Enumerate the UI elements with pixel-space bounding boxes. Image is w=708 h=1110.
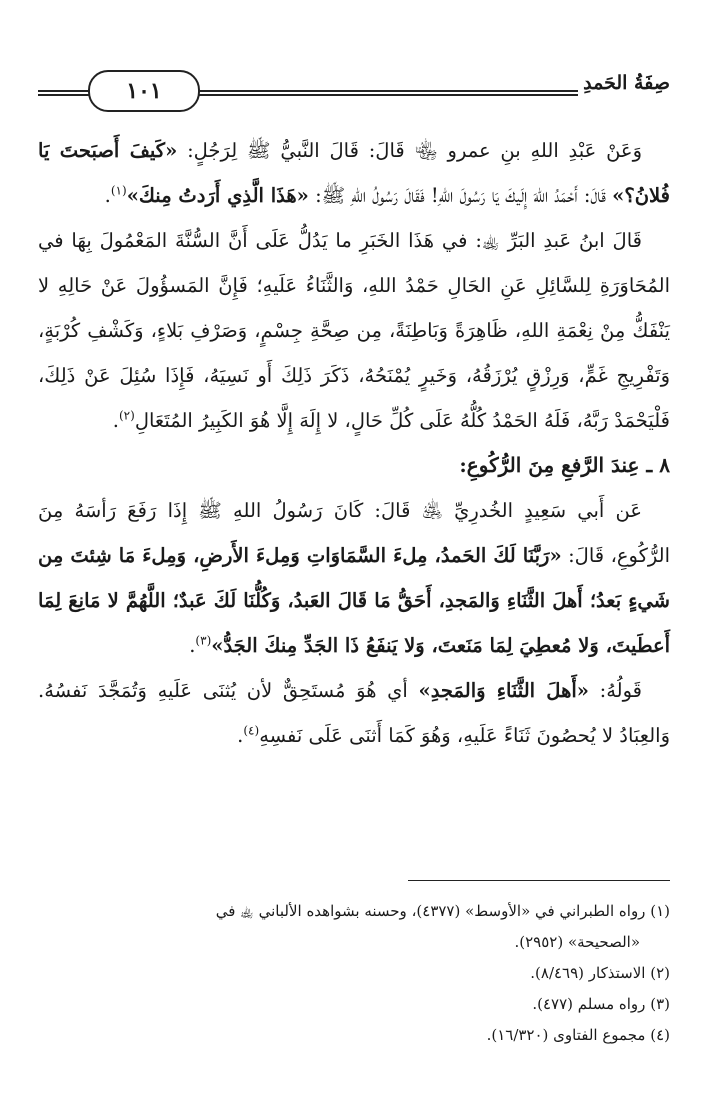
hadith-quote: «كَيفَ أَصبَحتَ يَا فُلانُ؟»	[38, 139, 670, 207]
footnote-ref-1: (١)	[110, 183, 127, 198]
page-number: ١٠١	[88, 70, 200, 112]
paragraph-1: وَعَنْ عَبْدِ اللهِ بنِ عمرو ﵄ قَالَ: قَالَ النَّبيُّ ﷺ لِرَجُلٍ: «كَيفَ أَصبَحتَ يَا فُلانُ؟» قَالَ: أَحْمَدُ اللهَ إِلَيكَ يَا رَسُولَ اللهِ! فَقَالَ رَسُولُ اللهِ ﷺ: «هَذَا الَّذِي أَرَدتُ مِنكَ»$^{(١)}$.	[38, 139, 670, 207]
main-text	[38, 128, 670, 758]
footnote-3: (٣) رواه مسلم (٤٧٧).	[532, 995, 670, 1013]
footnote-ref-3: (٣)	[195, 633, 212, 648]
footnotes	[38, 896, 670, 1051]
page-header	[38, 68, 670, 112]
footnote-4: (٤) مجموع الفتاوى (١٦/٣٢٠).	[486, 1026, 670, 1044]
page-title: صِفَةُ الحَمدِ	[583, 72, 670, 94]
section-heading: ٨ ـ عِندَ الرَّفعِ مِنَ الرُّكُوعِ:	[459, 453, 670, 477]
paragraph-3: عَن أَبي سَعِيدٍ الخُدرِيِّ ﵁ قَالَ: كَانَ رَسُولُ اللهِ ﷺ إِذَا رَفَعَ رَأسَهُ مِنَ الرُّكُوعِ، قَالَ: «رَبَّنَا لَكَ الحَمدُ، مِلءَ السَّمَاوَاتِ وَمِلءَ الأَرضِ، وَمِلءَ مَا شِئتَ مِن شَيءٍ بَعدُ؛ أَهلَ الثَّنَاءِ وَالمَجدِ، أَحَقُّ مَا قَالَ العَبدُ، وَكُلُّنَا لَكَ عَبدٌ؛ اللَّهُمَّ لا مَانِعَ لِمَا أَعطَيتَ، وَلا مُعطِيَ لِمَا مَنَعتَ، وَلا يَنفَعُ ذَا الجَدِّ مِنكَ الجَدُّ»$^{(٣)}$.	[38, 499, 670, 657]
footnote-ref-2: (٢)	[118, 408, 135, 423]
hadith-quote: «هَذَا الَّذِي أَرَدتُ مِنكَ»	[126, 184, 309, 207]
footnote-ref-4: (٤)	[243, 723, 260, 738]
paragraph-4: قَولُهُ: «أَهلَ الثَّنَاءِ وَالمَجدِ» أي هُوَ مُستَحِقٌّ لأن يُثنَى عَلَيهِ وَتُمَجَّدَ نَفسُهُ. وَالعِبَادُ لا يُحصُونَ ثَنَاءً عَلَيهِ، وَهُوَ كَمَا أَثنَى عَلَى نَفسِهِ$^{(٤)}$.	[38, 679, 670, 747]
footnote-2: (٢) الاستذكار (٨/٤٦٩).	[530, 964, 670, 982]
footnote-1: (١) رواه الطبراني في «الأوسط» (٤٣٧٧)، وحسنه بشواهده الألباني ﵀ في	[215, 902, 670, 920]
paragraph-2: قَالَ ابنُ عَبدِ البَرِّ ﵀: في هَذَا الخَبَرِ ما يَدُلُّ عَلَى أَنَّ السُّنَّةَ المَعْمُولَ بِهَا في المُحَاوَرَةِ لِلسَّائِلِ عَنِ الحَالِ حَمْدُ اللهِ، وَالثَّنَاءُ عَلَيهِ؛ فَإِنَّ المَسؤُولَ عَنْ حَالِهِ لا يَنْفَكُّ مِنْ نِعْمَةِ اللهِ، ظَاهِرَةً وَبَاطِنَةً، مِن صِحَّةِ جِسْمٍ، وَصَرْفِ بَلاءٍ، وَكَشْفِ كُرْبَةٍ، وَتَفْرِيجِ غَمٍّ، وَرِزْقٍ يُرْزَقُهُ، وَخَيرٍ يُمْنَحُهُ، ذَكَرَ ذَلِكَ أَو نَسِيَهُ، فَإِذَا سُئِلَ عَنْ ذَلِكَ، فَلْيَحْمَدْ رَبَّهُ، فَلَهُ الحَمْدُ كُلُّهُ عَلَى كُلِّ حَالٍ، لا إِلَهَ إِلَّا هُوَ الكَبِيرُ المُتَعَالِ$^{(٢)}$.	[38, 229, 670, 432]
hadith-quote: «رَبَّنَا لَكَ الحَمدُ، مِلءَ السَّمَاوَاتِ وَمِلءَ الأَرضِ، وَمِلءَ مَا شِئتَ مِن شَيءٍ بَعدُ؛ أَهلَ الثَّنَاءِ وَالمَجدِ، أَحَقُّ مَا قَالَ العَبدُ، وَكُلُّنَا لَكَ عَبدٌ؛ اللَّهُمَّ لا مَانِعَ لِمَا أَعطَيتَ، وَلا مُعطِيَ لِمَا مَنَعتَ، وَلا يَنفَعُ ذَا الجَدِّ مِنكَ الجَدُّ»	[38, 544, 670, 657]
hadith-quote: «أَهلَ الثَّنَاءِ وَالمَجدِ»	[418, 679, 589, 702]
footnote-1-continued: «الصحيحة» (٢٩٥٢).	[514, 933, 640, 951]
footnote-divider	[408, 880, 670, 881]
